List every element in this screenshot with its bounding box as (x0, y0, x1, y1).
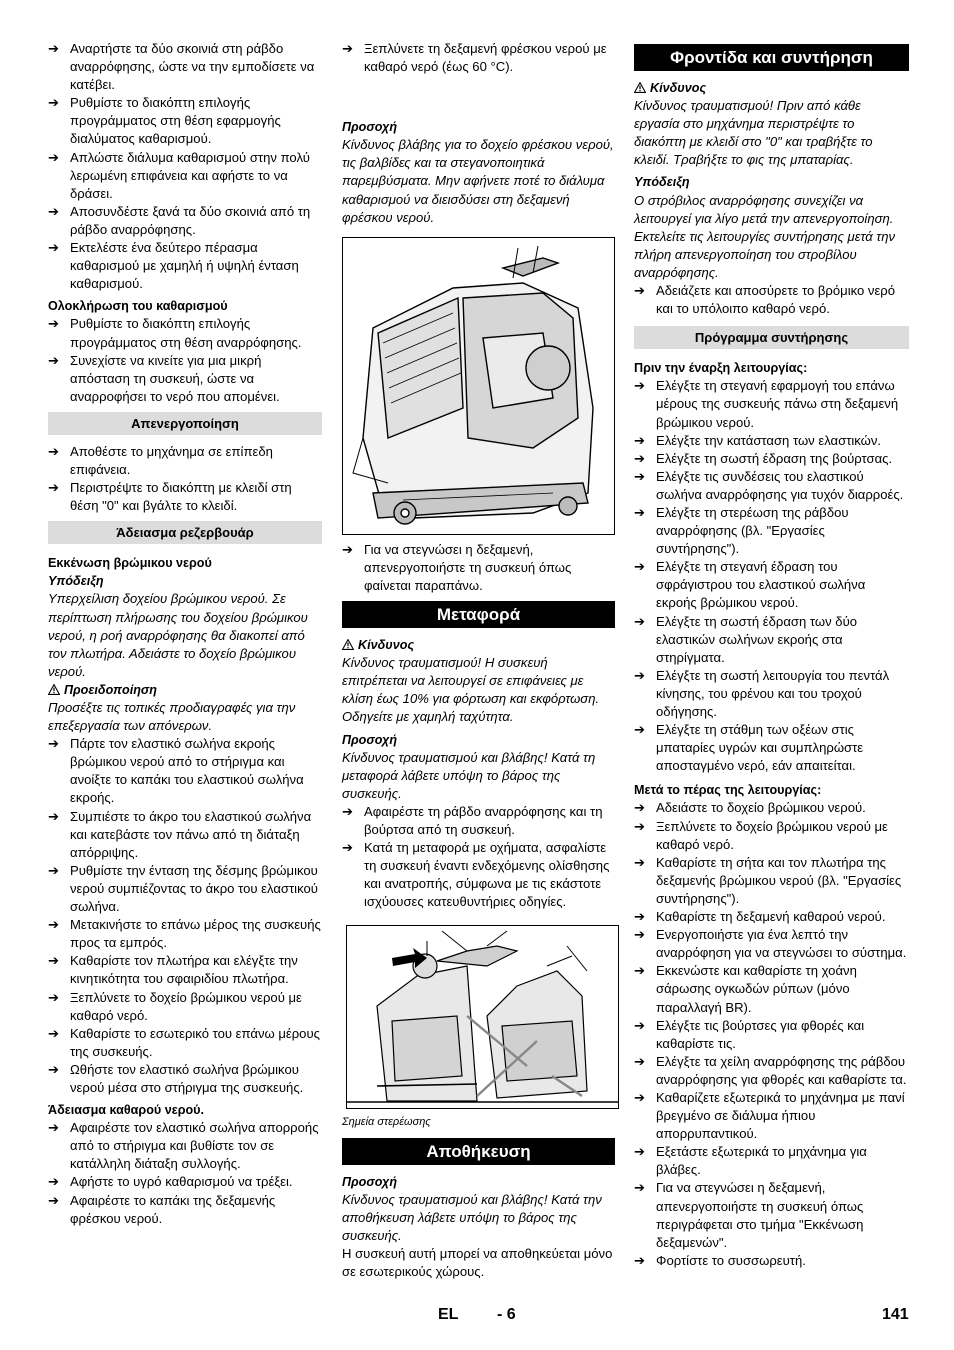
list-item: ➔ Απλώστε διάλυμα καθαρισμού στην πολύ λερωμένη επιφάνεια και αφήστε το να δράσει. (48, 149, 310, 201)
list-item: ➔ Αφαιρέστε τον ελαστικό σωλήνα απορροής από το στήριγμα και βυθίστε τον σε κατάλληλη διάταξη συλλογής. (48, 1120, 319, 1172)
warning-label: Προειδοποίηση (48, 681, 322, 699)
subheading-dirty-water: Εκκένωση βρώμικου νερού (48, 556, 212, 571)
storage-text: Η συσκευή αυτή μπορεί να αποθηκεύεται μόνο σε εσωτερικούς χώρους. (342, 1245, 613, 1279)
list-item: ➔ Ελέγξτε τη στάθμη των οξέων στις μπαταρίες υγρών και συμπληρώστε αποσταγμένο νερό, εάν απαιτείται. (634, 722, 864, 774)
list-item: ➔ Εξετάστε εξωτερικά το μηχάνημα για βλάβες. (634, 1144, 867, 1178)
warning-icon (634, 82, 646, 93)
list-item: ➔ Καθαρίστε τη σήτα και τον πλωτήρα της δεξαμενής βρώμικου νερού (βλ. "Εργασίες συντήρησης"). (634, 854, 902, 906)
list-item: ➔ Εκτελέστε ένα δεύτερο πέρασμα καθαρισμού με χαμηλή ή υψηλή ένταση καθαρισμού. (48, 240, 299, 292)
list-item: ➔ Κατά τη μεταφορά με οχήματα, ασφαλίστε τη συσκευή έναντι ενδεχόμενης ολίσθησης και ανατροπής, σύμφωνα με τις εκάστοτε ισχύουσες κατευθυντήριες οδηγίες. (342, 840, 610, 910)
list-item: ➔ Ρυθμίστε την ένταση της δέσμης βρώμικου νερού συμπιέζοντας το άκρο του ελαστικού σωλήνα. (48, 862, 318, 915)
list-item: ➔ Ελέγξτε τα χείλη αναρρόφησης της ράβδου αναρρόφησης για φθορές και καθαρίστε τα. (634, 1053, 907, 1087)
list-item: ➔ Συνεχίστε να κινείτε για μια μικρή απόσταση τη συσκευή, ώστε να αναρροφήσει το νερό που απομένει. (48, 352, 280, 404)
list-item: ➔ Ωθήστε τον ελαστικό σωλήνα βρώμικου νερού μέσα στο στήριγμα της συσκευής. (48, 1061, 304, 1095)
note-text: Υπερχείλιση δοχείου βρώμικου νερού. Σε περίπτωση πλήρωσης του δοχείου βρώμικου νερού, η ροή αναρρόφησης θα διακοπεί από τον πλωτήρα. Αδειάστε το δοχείο βρώμικου νερού. (48, 591, 308, 679)
list-item: ➔ Αναρτήστε τα δύο σκοινιά στη ράβδο αναρρόφησης, ώστε να την εμποδίσετε να κατέβει. (48, 41, 315, 93)
footer-page-number: 141 (882, 1306, 909, 1323)
list-item: ➔ Ελέγξτε τη σωστή έδραση των δύο ελαστικών σωλήνων εκροής στα στηρίγματα. (634, 613, 858, 665)
caution-label: Προσοχή (342, 732, 398, 747)
machine-tilted-illustration (342, 237, 615, 535)
danger-label: Κίνδυνος (634, 79, 909, 97)
list-item: ➔ Ελέγξτε τη στεγανή έδραση του σφράγιστρου του ελαστικού σωλήνα εκροής βρώμικου νερού. (634, 559, 866, 611)
caution-label: Προσοχή (342, 120, 398, 135)
list-item: ➔ Για να στεγνώσει η δεξαμενή, απενεργοποιήστε τη συσκευή όπως φαίνεται παραπάνω. (342, 541, 572, 593)
list-item: ➔ Αφαιρέστε το καπάκι της δεξαμενής φρέσκου νερού. (48, 1192, 276, 1226)
column-right (634, 40, 909, 1270)
subheading-after-operation: Μετά το πέρας της λειτουργίας: (634, 783, 822, 798)
list-item: ➔ Ελέγξτε την κατάσταση των ελαστικών. (634, 432, 882, 448)
list-item: ➔ Συμπιέστε το άκρο του ελαστικού σωλήνα και κατεβάστε τον πάνω από τη διάταξη απόρριψης. (48, 808, 312, 860)
caution-text: Κίνδυνος βλάβης για το δοχείο φρέσκου νερού, τις βαλβίδες και τα στεγανοποιητικά παρεμβύσματα. Μην αφήνετε ποτέ το διάλυμα καθαρισμού να διεισδύσει στη δεξαμενή φρέσκου νερού. (342, 137, 614, 225)
subheading-before-operation: Πριν την έναρξη λειτουργίας: (634, 361, 808, 376)
list-item: ➔ Για να στεγνώσει η δεξαμενή, απενεργοποιήστε τη συσκευή όπως περιγράφεται στο τμήμα "Εκκένωση δεξαμενών". (634, 1180, 864, 1250)
list-item: ➔ Φορτίστε το συσσωρευτή. (634, 1252, 806, 1268)
caution-text: Κίνδυνος τραυματισμού και βλάβης! Κατά τη μεταφορά λάβετε υπόψη το βάρος της συσκευής. (342, 749, 596, 801)
list-item: ➔ Ξεπλύνετε τη δεξαμενή φρέσκου νερού με καθαρό νερό (έως 60 °C). (342, 41, 607, 75)
list-item: ➔ Ελέγξτε τη σωστή έδραση της βούρτσας. (634, 450, 893, 466)
list-item: ➔ Καθαρίστε τη δεξαμενή καθαρού νερού. (634, 909, 886, 925)
list-item: ➔ Αφαιρέστε τη ράβδο αναρρόφησης και τη βούρτσα από τη συσκευή. (342, 803, 603, 837)
intro-list (48, 40, 322, 293)
section-maintenance-program: Πρόγραμμα συντήρησης (634, 326, 909, 349)
caution-label: Προσοχή (342, 1174, 398, 1189)
list-item: ➔ Αδειάζετε και αποσύρετε το βρόμικο νερό και το υπόλοιπο καθαρό νερό. (634, 283, 896, 317)
subheading-fresh-water: Άδειασμα καθαρού νερού. (48, 1103, 205, 1118)
list-item: ➔ Εκκενώστε και καθαρίστε τη χοάνη σάρωσης ογκωδών ρύπων (μόνο παραλλαγή BR). (634, 963, 857, 1015)
list-item: ➔ Πάρτε τον ελαστικό σωλήνα εκροής βρώμικου νερού από το στήριγμα και ανοίξτε το καπάκι του ελαστικού σωλήνα εκροής. (48, 736, 304, 806)
note-label: Υπόδειξη (48, 574, 104, 589)
list-item: ➔ Ελέγξτε τη σωστή λειτουργία του πεντάλ κίνησης, του φρένου και του τροχού οδήγησης. (634, 667, 890, 719)
footer-language: EL (438, 1306, 459, 1323)
warning-icon (342, 639, 354, 650)
column-left (48, 40, 322, 1228)
section-transport: Μεταφορά (342, 601, 615, 628)
figure-caption: Σημεία στερέωσης (342, 1116, 431, 1129)
danger-text: Κίνδυνος τραυματισμού! Πριν από κάθε εργασία στο μηχάνημα περιστρέψτε το διακόπτη με κλειδί στο "0" και τραβήξτε το κλειδί. Τραβήξτε το φις της μπαταρίας. (634, 98, 873, 168)
danger-text: Κίνδυνος τραυματισμού! Η συσκευή επιτρέπεται να λειτουργεί σε επιφάνειες με κλίση έως 10% για φόρτωση και εκφόρτωση. Οδηγείτε με χαμηλή ταχύτητα. (342, 655, 600, 725)
warning-text: Προσέξτε τις τοπικές προδιαγραφές για την επεξεργασία των απόνερων. (48, 700, 296, 734)
list-item: ➔ Ξεπλύνετε το δοχείο βρώμικου νερού με καθαρό νερό. (634, 818, 888, 852)
danger-label: Κίνδυνος (342, 636, 615, 654)
list-item: ➔ Αφήστε το υγρό καθαρισμού να τρέξει. (48, 1174, 293, 1190)
list-item: ➔ Ξεπλύνετε το δοχείο βρώμικου νερού με καθαρό νερό. (48, 989, 302, 1023)
list-item: ➔ Αποσυνδέστε ξανά τα δύο σκοινιά από τη ράβδο αναρρόφησης. (48, 203, 311, 237)
list-item: ➔ Ρυθμίστε το διακόπτη επιλογής προγράμματος στη θέση εφαρμογής διαλύματος καθαρισμού. (48, 95, 281, 147)
section-care-maintenance: Φροντίδα και συντήρηση (634, 44, 909, 71)
list-item: ➔ Περιστρέψτε το διακόπτη με κλειδί στη θέση "0" και βγάλτε το κλειδί. (48, 480, 292, 514)
list-item: ➔ Ελέγξτε τη στερέωση της ράβδου αναρρόφησης (βλ. "Εργασίες συντήρησης"). (634, 504, 849, 557)
note-text: Ο στρόβιλος αναρρόφησης συνεχίζει να λειτουργεί για λίγο μετά την απενεργοποίηση. Εκτελείτε τις λειτουργίες συντήρησης μετά την πλήρη απενεργοποίηση του στροβίλου αναρρόφησης. (634, 192, 896, 280)
subheading-completion: Ολοκλήρωση του καθαρισμού (48, 299, 228, 314)
list-item: ➔ Ελέγξτε τη στεγανή εφαρμογή του επάνω μέρους της συσκευής πάνω στη δεξαμενή βρώμικου νερού. (634, 378, 899, 430)
column-middle (342, 40, 615, 1281)
list-item: ➔ Ελέγξτε τις βούρτσες για φθορές και καθαρίστε τις. (634, 1017, 865, 1051)
section-deactivation: Απενεργοποίηση (48, 412, 322, 435)
section-emptying: Άδειασμα ρεζερβουάρ (48, 521, 322, 544)
list-item: ➔ Καθαρίστε τον πλωτήρα και ελέγξτε την κινητικότητα του σφαιριδίου πλωτήρα. (48, 953, 298, 987)
warning-icon (48, 684, 60, 695)
list-item: ➔ Αδειάστε το δοχείο βρώμικου νερού. (634, 800, 866, 816)
footer-local-page: - 6 (497, 1306, 516, 1323)
note-label: Υπόδειξη (634, 175, 690, 190)
list-item: ➔ Καθαρίστε το εσωτερικό του επάνω μέρους της συσκευής. (48, 1025, 320, 1059)
list-item: ➔ Ελέγξτε τις συνδέσεις του ελαστικού σωλήνα αναρρόφησης για τυχόν διαρροές. (634, 468, 904, 502)
list-item: ➔ Ενεργοποιήστε για ένα λεπτό την αναρρόφηση για να στεγνώσει το σύστημα. (634, 927, 907, 961)
section-storage: Αποθήκευση (342, 1138, 615, 1165)
caution-text: Κίνδυνος τραυματισμού και βλάβης! Κατά την αποθήκευση λάβετε υπόψη το βάρος της συσκευής. (342, 1191, 602, 1243)
list-item: ➔ Καθαρίζετε εξωτερικά το μηχάνημα με πανί βρεγμένο σε διάλυμα ήπιου απορρυπαντικού. (634, 1089, 905, 1142)
list-item: ➔ Αποθέστε το μηχάνημα σε επίπεδη επιφάνεια. (48, 443, 273, 477)
list-item: ➔ Ρυθμίστε το διακόπτη επιλογής προγράμματος στη θέση αναρρόφησης. (48, 316, 302, 350)
tie-down-points-illustration (346, 925, 619, 1109)
list-item: ➔ Μετακινήστε το επάνω μέρος της συσκευής προς τα εμπρός. (48, 917, 321, 951)
